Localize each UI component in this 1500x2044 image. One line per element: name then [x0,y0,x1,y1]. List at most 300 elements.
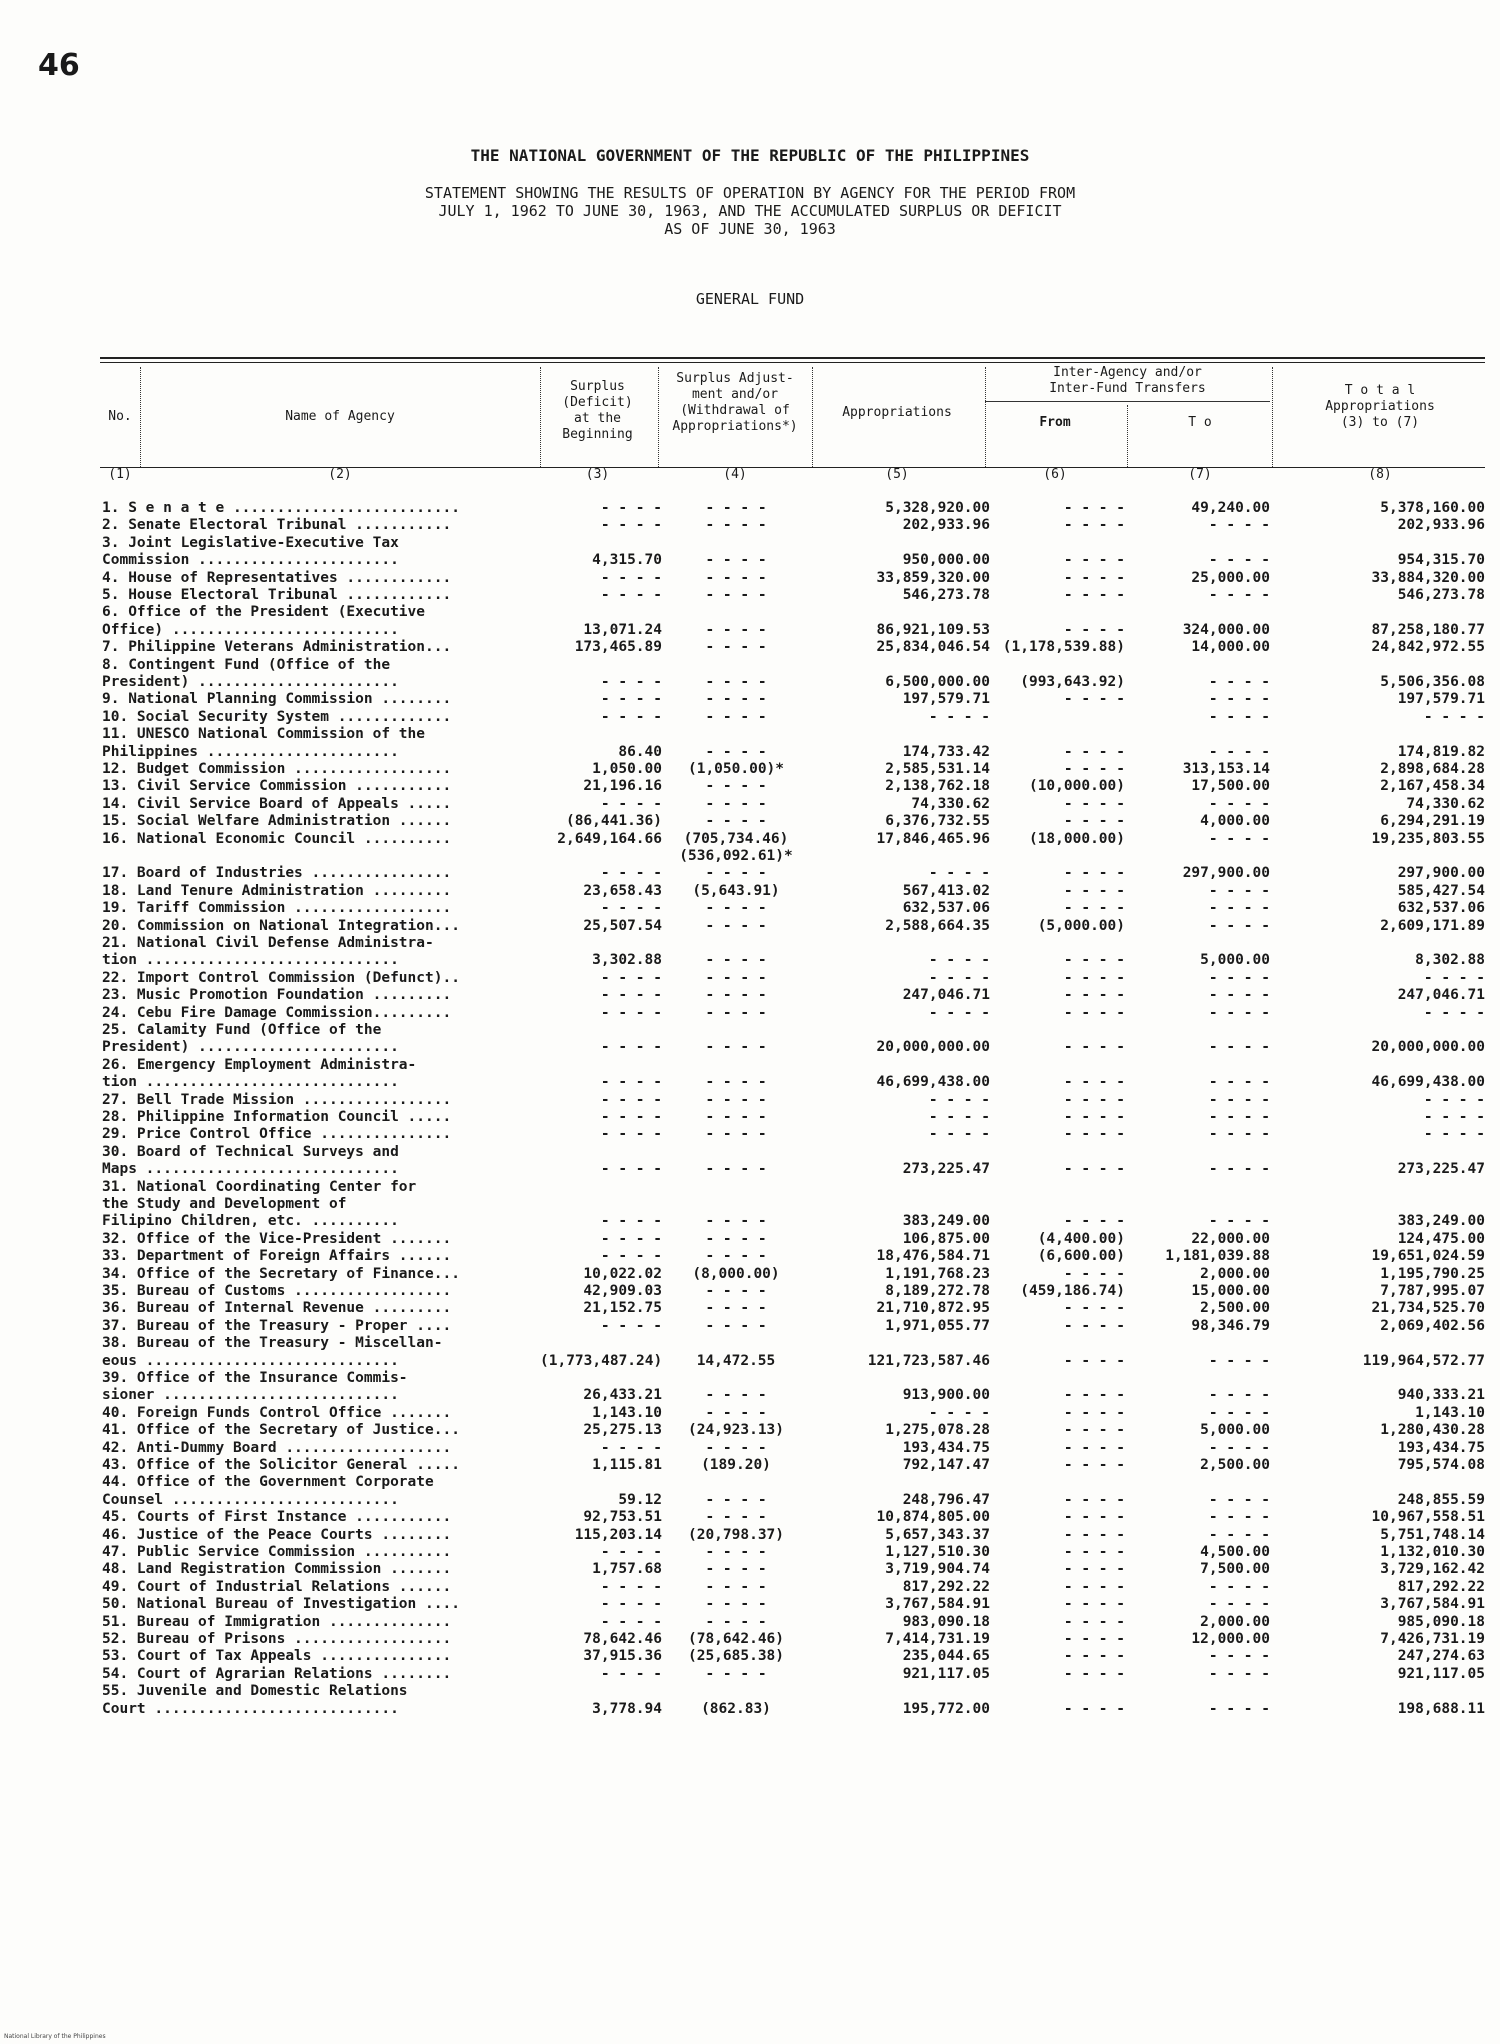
agency-name: President) ....................... [102,1039,399,1056]
agency-name: 28. Philippine Information Council ..... [102,1109,452,1125]
appropriations-cell: 3,767,584.91 [885,1596,990,1613]
table-row [100,1666,1485,1684]
appropriations-cell: 5,328,920.00 [885,500,990,516]
agency-name: 52. Bureau of Prisons .................. [102,1631,452,1647]
transfer-from-cell: - - - - [1063,1039,1125,1056]
adjustment-cell: - - - - [705,952,767,969]
appropriations-cell: 383,249.00 [902,1213,990,1230]
total-cell: 3,767,584.91 [1380,1596,1485,1613]
transfer-to-cell: 12,000.00 [1191,1631,1270,1647]
surplus-cell: - - - - [600,569,662,586]
adjustment-cell: - - - - [705,1091,767,1108]
document-title: THE NATIONAL GOVERNMENT OF THE REPUBLIC OF THE PHILIPPINES [470,146,1030,165]
transfer-to-cell: 7,500.00 [1200,1561,1270,1578]
surplus-cell: (86,441.36) [565,813,662,830]
surplus-cell: - - - - [600,1074,662,1091]
transfer-from-cell: - - - - [1063,1004,1125,1021]
transfer-from-cell: - - - - [1063,1578,1125,1595]
agency-name: tion ............................. [102,952,399,969]
transfer-to-cell: 5,000.00 [1200,952,1270,969]
table-row [100,1492,1485,1510]
transfer-to-cell: 2,000.00 [1200,1265,1270,1282]
adjustment-cell: (24,923.13) [687,1422,785,1439]
surplus-cell: 25,275.13 [583,1422,662,1439]
appropriations-cell: 567,413.02 [902,882,990,899]
appropriations-cell: 6,376,732.55 [885,813,990,830]
footer-credit: National Library of the Philippines [4,2033,106,2040]
total-cell: 954,315.70 [1397,552,1485,569]
total-cell: - - - - [1423,969,1485,986]
transfer-from-cell: - - - - [1063,1491,1125,1508]
total-cell: 2,167,458.34 [1380,778,1485,795]
table-row [100,1631,1485,1649]
total-cell: 247,046.71 [1397,987,1485,1004]
transfer-from-cell: - - - - [1063,552,1125,569]
total-cell: 198,688.11 [1397,1700,1485,1717]
transfer-to-cell: - - - - [1208,1526,1270,1543]
table-row [100,691,1485,709]
agency-name: eous ............................. [102,1352,399,1369]
transfer-from-cell: - - - - [1063,1700,1125,1717]
surplus-cell: 3,778.94 [592,1700,662,1717]
transfer-to-cell: - - - - [1208,1596,1270,1613]
transfer-to-cell: 22,000.00 [1191,1230,1270,1247]
table-row [100,813,1485,831]
transfer-to-cell: 4,500.00 [1200,1544,1270,1560]
appropriations-cell: 1,191,768.23 [885,1265,990,1282]
total-cell: 546,273.78 [1397,587,1485,603]
adjustment-cell: - - - - [705,1439,767,1456]
appropriations-cell: - - - - [928,865,990,882]
table-header [100,357,1485,485]
agency-name: Maps ............................. [102,1161,399,1178]
adjustment-cell: - - - - [705,1109,767,1125]
agency-name: 6. Office of the President (Executive [102,604,426,621]
agency-name: Office) .......................... [102,621,399,638]
transfer-from-cell: - - - - [1063,1631,1125,1647]
agency-name: 11. UNESCO National Commission of the [102,726,426,743]
appropriations-cell: 86,921,109.53 [876,621,990,638]
appropriations-cell: 1,275,078.28 [885,1422,990,1439]
fund-label: GENERAL FUND [695,290,805,308]
table-row [100,952,1485,970]
surplus-cell: - - - - [600,987,662,1004]
agency-name: 34. Office of the Secretary of Finance... [102,1265,460,1282]
table-row [100,1544,1485,1562]
surplus-cell: - - - - [600,865,662,882]
adjustment-cell: - - - - [705,1283,767,1299]
transfer-from-cell: (18,000.00) [1028,830,1125,847]
total-cell: 8,302.88 [1415,952,1485,969]
surplus-cell: - - - - [600,708,662,725]
transfer-to-cell: 98,346.79 [1191,1317,1270,1334]
surplus-cell: - - - - [600,1091,662,1108]
transfer-to-cell: - - - - [1208,1126,1270,1143]
transfer-from-cell: - - - - [1063,952,1125,969]
surplus-cell: 25,507.54 [583,917,662,934]
surplus-cell: - - - - [600,1004,662,1021]
adjustment-cell: - - - - [705,1248,767,1265]
total-cell: 273,225.47 [1397,1161,1485,1178]
agency-name: 3. Joint Legislative-Executive Tax [102,534,399,551]
appropriations-cell: 1,971,055.77 [885,1317,990,1334]
total-cell: 21,734,525.70 [1371,1300,1485,1317]
adjustment-cell: - - - - [705,743,767,760]
appropriations-cell: 632,537.06 [902,900,990,917]
adjustment-cell: - - - - [705,708,767,725]
agency-name: tion ............................. [102,1074,399,1091]
surplus-cell: 92,753.51 [583,1509,662,1526]
appropriations-cell: 273,225.47 [902,1161,990,1178]
appropriations-cell: 10,874,805.00 [876,1509,990,1526]
surplus-cell: - - - - [600,500,662,516]
agency-name: 48. Land Registration Commission ....... [102,1561,452,1578]
transfer-from-cell: - - - - [1063,1404,1125,1421]
total-cell: 20,000,000.00 [1371,1039,1485,1056]
surplus-cell: - - - - [600,674,662,690]
transfer-from-cell: - - - - [1063,1457,1125,1473]
table-row [100,622,1485,640]
surplus-cell: - - - - [600,969,662,986]
agency-name: the Study and Development of [102,1196,347,1212]
transfer-to-cell: 324,000.00 [1182,621,1270,638]
total-cell: 921,117.05 [1397,1665,1485,1682]
agency-name: 40. Foreign Funds Control Office ....... [102,1404,452,1421]
col-num-6: (6) [1043,467,1067,482]
total-cell: 585,427.54 [1397,882,1485,899]
appropriations-cell: 2,588,664.35 [885,917,990,934]
adjustment-cell: - - - - [705,813,767,830]
appropriations-cell: 2,585,531.14 [885,761,990,777]
total-cell: 795,574.08 [1397,1457,1485,1473]
table-row [100,1596,1485,1614]
appropriations-cell: - - - - [928,952,990,969]
surplus-cell: 23,658.43 [583,882,662,899]
appropriations-cell: 8,189,272.78 [885,1283,990,1299]
total-cell: 124,475.00 [1397,1230,1485,1247]
agency-name: 18. Land Tenure Administration ......... [102,882,452,899]
adjustment-cell: - - - - [705,1596,767,1613]
transfer-from-cell: - - - - [1063,517,1125,534]
transfer-from-cell: - - - - [1063,1074,1125,1091]
agency-name: 32. Office of the Vice-President ....... [102,1230,452,1247]
transfer-from-cell: - - - - [1063,813,1125,830]
adjustment-cell: - - - - [705,1491,767,1508]
surplus-cell: 78,642.46 [583,1631,662,1647]
table-row [100,726,1485,744]
appropriations-cell: 17,846,465.96 [876,830,990,847]
adjustment-cell: - - - - [705,1561,767,1578]
agency-name: 19. Tariff Commission .................. [102,900,452,917]
transfer-to-cell: - - - - [1208,552,1270,569]
adjustment-cell: (536,092.61)* [679,848,793,864]
appropriations-cell: 247,046.71 [902,987,990,1004]
table-row [100,1457,1485,1475]
transfer-to-cell: 2,000.00 [1200,1613,1270,1630]
transfer-to-cell: 14,000.00 [1191,639,1270,656]
surplus-cell: - - - - [600,1613,662,1630]
agency-name: 16. National Economic Council .......... [102,830,452,847]
appropriations-cell: 193,434.75 [902,1439,990,1456]
transfer-from-cell: - - - - [1063,1161,1125,1178]
total-cell: 940,333.21 [1397,1387,1485,1404]
total-cell: 247,274.63 [1397,1648,1485,1665]
adjustment-cell: - - - - [705,1317,767,1334]
appropriations-cell: 817,292.22 [902,1578,990,1595]
agency-name: Court ............................ [102,1700,399,1717]
table-row [100,1161,1485,1179]
total-cell: 383,249.00 [1397,1213,1485,1230]
transfer-to-cell: - - - - [1208,900,1270,917]
agency-name: sioner ........................... [102,1387,399,1404]
header-from: From [1039,415,1071,430]
transfer-from-cell: - - - - [1063,900,1125,917]
transfer-to-cell: 25,000.00 [1191,569,1270,586]
total-cell: 5,506,356.08 [1380,674,1485,690]
adjustment-cell: - - - - [705,1074,767,1091]
adjustment-cell: - - - - [705,639,767,656]
transfer-from-cell: - - - - [1063,621,1125,638]
surplus-cell: - - - - [600,587,662,603]
transfer-to-cell: - - - - [1208,587,1270,603]
total-cell: 297,900.00 [1397,865,1485,882]
agency-name: 46. Justice of the Peace Courts ........ [102,1526,452,1543]
transfer-from-cell: (6,600.00) [1037,1248,1125,1265]
total-cell: 1,143.10 [1415,1404,1485,1421]
total-cell: - - - - [1423,708,1485,725]
table-row [100,570,1485,588]
adjustment-cell: (78,642.46) [687,1631,785,1647]
adjustment-cell: (25,685.38) [687,1648,785,1665]
surplus-cell: 59.12 [618,1491,662,1508]
total-cell: 5,378,160.00 [1380,500,1485,516]
appropriations-cell: 235,044.65 [902,1648,990,1665]
transfer-from-cell: - - - - [1063,1422,1125,1439]
adjustment-cell: - - - - [705,587,767,603]
table-row [100,1422,1485,1440]
agency-name: 20. Commission on National Integration... [102,917,460,934]
adjustment-cell: (862.83) [701,1700,771,1717]
adjustment-cell: (20,798.37) [687,1526,785,1543]
appropriations-cell: 18,476,584.71 [876,1248,990,1265]
transfer-from-cell: - - - - [1063,1300,1125,1317]
surplus-cell: 10,022.02 [583,1265,662,1282]
table-row [100,587,1485,605]
col-num-4: (4) [723,467,747,482]
transfer-to-cell: - - - - [1208,1004,1270,1021]
table-row [100,639,1485,657]
agency-name: 38. Bureau of the Treasury - Miscellan- [102,1335,443,1352]
transfer-from-cell: - - - - [1063,1387,1125,1404]
appropriations-cell: 121,723,587.46 [867,1352,990,1369]
table-row [100,1022,1485,1040]
transfer-from-cell: - - - - [1063,1265,1125,1282]
transfer-to-cell: 297,900.00 [1182,865,1270,882]
total-cell: 2,609,171.89 [1380,917,1485,934]
transfer-to-cell: - - - - [1208,708,1270,725]
surplus-cell: - - - - [600,1544,662,1560]
agency-name: 17. Board of Industries ................ [102,865,452,882]
table-row [100,761,1485,779]
appropriations-cell: - - - - [928,1126,990,1143]
surplus-cell: 1,143.10 [592,1404,662,1421]
adjustment-cell: (705,734.46) [683,830,789,847]
transfer-from-cell: - - - - [1063,1665,1125,1682]
appropriations-cell: 33,859,320.00 [876,569,990,586]
adjustment-cell: - - - - [705,865,767,882]
agency-name: 30. Board of Technical Surveys and [102,1143,399,1160]
table-row [100,1005,1485,1023]
transfer-from-cell: - - - - [1063,882,1125,899]
adjustment-cell: - - - - [705,621,767,638]
total-cell: 193,434.75 [1397,1439,1485,1456]
transfer-from-cell: - - - - [1063,1352,1125,1369]
total-cell: 7,787,995.07 [1380,1283,1485,1299]
table-row [100,865,1485,883]
transfer-to-cell: - - - - [1208,743,1270,760]
agency-name: 22. Import Control Commission (Defunct).. [102,969,460,986]
adjustment-cell: - - - - [705,552,767,569]
adjustment-cell: - - - - [705,500,767,516]
surplus-cell: - - - - [600,1596,662,1613]
appropriations-cell: 1,127,510.30 [885,1544,990,1560]
appropriations-cell: 2,138,762.18 [885,778,990,795]
total-cell: 1,280,430.28 [1380,1422,1485,1439]
col-num-1: (1) [108,467,132,482]
agency-name: 25. Calamity Fund (Office of the [102,1022,382,1038]
surplus-cell: 37,915.36 [583,1648,662,1665]
transfer-to-cell: - - - - [1208,1491,1270,1508]
header-to: T o [1188,415,1212,430]
header-name: Name of Agency [285,409,395,424]
table-row [100,883,1485,901]
table-row [100,1318,1485,1336]
total-cell: 174,819.82 [1397,743,1485,760]
adjustment-cell: - - - - [705,691,767,708]
adjustment-cell: - - - - [705,1665,767,1682]
table-row [100,1648,1485,1666]
agency-name: Commission ....................... [102,552,399,569]
table-row [100,1231,1485,1249]
agency-name: 1. S e n a t e .......................... [102,500,460,516]
transfer-to-cell: - - - - [1208,1439,1270,1456]
total-cell: 248,855.59 [1397,1491,1485,1508]
appropriations-cell: 913,900.00 [902,1387,990,1404]
adjustment-cell: - - - - [705,917,767,934]
surplus-cell: - - - - [600,1578,662,1595]
appropriations-cell: 792,147.47 [902,1457,990,1473]
table-row [100,657,1485,675]
transfer-to-cell: - - - - [1208,1509,1270,1526]
appropriations-cell: 20,000,000.00 [876,1039,990,1056]
table-row [100,674,1485,692]
transfer-from-cell: - - - - [1063,1526,1125,1543]
adjustment-cell: (1,050.00)* [687,761,785,777]
table-row [100,1527,1485,1545]
table-row [100,1561,1485,1579]
agency-name: 47. Public Service Commission .......... [102,1544,452,1560]
total-cell: 6,294,291.19 [1380,813,1485,830]
transfer-from-cell: (5,000.00) [1037,917,1125,934]
transfer-to-cell: - - - - [1208,917,1270,934]
surplus-cell: - - - - [600,1213,662,1230]
appropriations-cell: 950,000.00 [902,552,990,569]
header-total: T o t a l Appropriations (3) to (7) [1325,383,1435,430]
total-cell: 7,426,731.19 [1380,1631,1485,1647]
transfer-to-cell: 2,500.00 [1200,1300,1270,1317]
adjustment-cell: - - - - [705,1544,767,1560]
adjustment-cell: - - - - [705,1300,767,1317]
agency-name: Counsel .......................... [102,1491,399,1508]
table-row [100,709,1485,727]
adjustment-cell: - - - - [705,1387,767,1404]
table-row [100,1266,1485,1284]
agency-name: 54. Court of Agrarian Relations ........ [102,1665,452,1682]
appropriations-cell: - - - - [928,1004,990,1021]
transfer-from-cell: - - - - [1063,1126,1125,1143]
transfer-to-cell: - - - - [1208,517,1270,534]
transfer-to-cell: - - - - [1208,691,1270,708]
agency-name: 9. National Planning Commission ........ [102,691,452,708]
surplus-cell: 4,315.70 [592,552,662,569]
table-row [100,517,1485,535]
total-cell: 817,292.22 [1397,1578,1485,1595]
surplus-cell: - - - - [600,795,662,812]
transfer-to-cell: 313,153.14 [1182,761,1270,777]
transfer-to-cell: 17,500.00 [1191,778,1270,795]
subtitle-line-1: STATEMENT SHOWING THE RESULTS OF OPERATION BY AGENCY FOR THE PERIOD FROM [424,184,1076,202]
surplus-cell: 3,302.88 [592,952,662,969]
total-cell: - - - - [1423,1091,1485,1108]
adjustment-cell: - - - - [705,1213,767,1230]
table-row [100,1092,1485,1110]
adjustment-cell: - - - - [705,674,767,690]
header-inter-agency: Inter-Agency and/or Inter-Fund Transfers [1049,365,1206,396]
surplus-cell: - - - - [600,517,662,534]
table-row [100,1370,1485,1388]
surplus-cell: 173,465.89 [574,639,662,656]
header-adjustment: Surplus Adjust- ment and/or (Withdrawal of Appropriations*) [672,371,798,434]
transfer-from-cell: - - - - [1063,761,1125,777]
col-num-3: (3) [585,467,610,482]
surplus-cell: 42,909.03 [583,1283,662,1299]
transfer-to-cell: 15,000.00 [1191,1283,1270,1299]
appropriations-cell: 174,733.42 [902,743,990,760]
adjustment-cell: - - - - [705,1404,767,1421]
surplus-cell: 86.40 [618,743,662,760]
transfer-to-cell: - - - - [1208,969,1270,986]
surplus-cell: - - - - [600,1161,662,1178]
col-num-2: (2) [328,467,352,482]
transfer-from-cell: - - - - [1063,1561,1125,1578]
agency-name: 51. Bureau of Immigration .............. [102,1613,452,1630]
surplus-cell: - - - - [600,1039,662,1056]
appropriations-cell: 195,772.00 [902,1700,990,1717]
agency-name: 12. Budget Commission .................. [102,761,452,777]
total-cell: 119,964,572.77 [1362,1352,1485,1369]
table-row [100,1683,1485,1701]
appropriations-cell: 6,500,000.00 [885,674,990,690]
adjustment-cell: (8,000.00) [692,1265,780,1282]
agency-name: 39. Office of the Insurance Commis- [102,1370,408,1386]
table-row [100,1144,1485,1162]
transfer-from-cell: (10,000.00) [1028,778,1125,795]
appropriations-cell: - - - - [928,708,990,725]
transfer-from-cell: - - - - [1063,987,1125,1004]
appropriations-cell: 921,117.05 [902,1665,990,1682]
agency-name: 35. Bureau of Customs .................. [102,1283,452,1299]
appropriations-cell: 5,657,343.37 [885,1526,990,1543]
